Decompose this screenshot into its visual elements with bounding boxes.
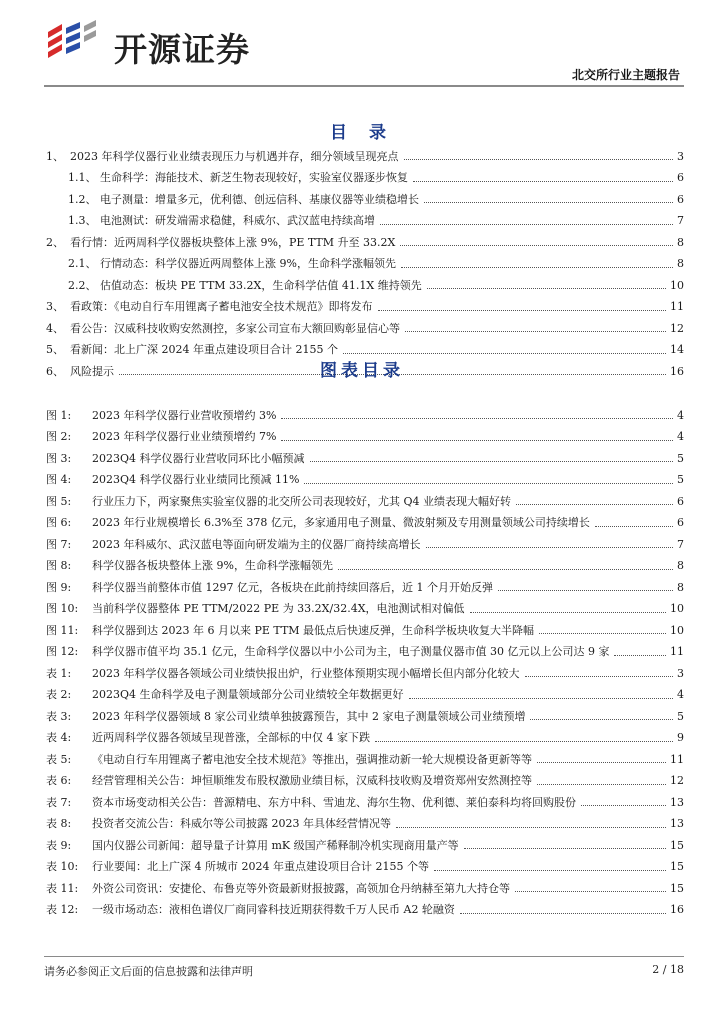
dot-leader	[424, 202, 673, 203]
figure-entry[interactable]	[46, 491, 684, 513]
table-entry[interactable]	[46, 857, 684, 879]
figure-entry-text: 科学仪器各板块整体上涨 9%，生命科学涨幅领先	[92, 559, 333, 573]
figure-entry-number: 图 7:	[46, 537, 72, 551]
toc-entry-label	[46, 172, 411, 184]
table-entry-label	[46, 668, 523, 680]
toc-entry-number: 1.3、	[68, 214, 97, 228]
table-entry-number: 表 5:	[46, 752, 72, 766]
toc-entry-text: 行情动态：科学仪器近两周整体上涨 9%，生命科学涨幅领先	[100, 257, 396, 271]
table-entry-page: 9	[677, 731, 684, 745]
dot-leader	[378, 310, 667, 311]
table-entry[interactable]	[46, 792, 684, 814]
dot-leader	[427, 288, 666, 289]
figure-entry[interactable]	[46, 577, 684, 599]
figure-entry[interactable]	[46, 405, 684, 427]
dot-leader	[405, 331, 666, 332]
table-entry-page: 13	[670, 817, 684, 831]
toc-entry-text: 看新闻：北上广深 2024 年重点建设项目合计 2155 个	[70, 343, 338, 357]
toc-entry-page: 8	[677, 235, 684, 249]
brand-name: 开源证券	[114, 30, 250, 69]
dot-leader	[595, 526, 673, 527]
table-entry-label	[46, 904, 458, 916]
figure-entry-text: 当前科学仪器整体 PE TTM/2022 PE 为 33.2X/32.4X，电池测试相对偏低	[92, 602, 465, 616]
figures-title: 图表目录	[320, 361, 404, 381]
toc-entry-number: 5、	[46, 343, 64, 357]
figure-entry[interactable]	[46, 427, 684, 449]
table-entry[interactable]	[46, 900, 684, 922]
toc-entry-number: 1.1、	[68, 171, 97, 185]
table-entry-label	[46, 797, 579, 809]
table-entry-text: 投资者交流公告：科威尔等公司披露 2023 年具体经营情况等	[92, 817, 391, 831]
table-entry-number: 表 2:	[46, 688, 72, 702]
toc-entry-label	[46, 258, 399, 270]
figure-entry-number: 图 9:	[46, 580, 72, 594]
figure-entry-number: 图 3:	[46, 451, 72, 465]
table-entry-label	[46, 754, 535, 766]
toc-entry-label	[46, 344, 341, 356]
dot-leader	[409, 698, 673, 699]
dot-leader	[498, 590, 673, 591]
figures-list	[46, 405, 684, 663]
toc-entry-label	[46, 323, 403, 335]
figure-entry-text: 科学仪器当前整体市值 1297 亿元，各板块在此前持续回落后，近 1 个月开始反弹	[92, 580, 493, 594]
table-entry-page: 15	[670, 881, 684, 895]
table-entry[interactable]	[46, 814, 684, 836]
footer-disclaimer: 请务必参阅正文后面的信息披露和法律声明	[44, 965, 253, 978]
figure-entry-text: 科学仪器市值平均 35.1 亿元，生命科学仪器以中小公司为主，电子测量仪器市值 30 亿元以上公司达 9 家	[92, 645, 610, 659]
table-entry-text: 2023 年科学仪器各领域公司业绩快报出炉，行业整体预期实现小幅增长但内部分化较大	[92, 666, 520, 680]
toc-entry-page: 12	[670, 321, 684, 335]
figure-entry-page: 11	[670, 645, 684, 659]
table-entry-text: 一级市场动态：液相色谱仪厂商同睿科技近期获得数千万人民币 A2 轮融资	[92, 903, 455, 917]
toc-entry[interactable]	[46, 297, 684, 319]
page-indicator: 2 / 18	[652, 963, 684, 976]
dot-leader	[537, 784, 666, 785]
figure-entry[interactable]	[46, 470, 684, 492]
table-entry-number: 表 8:	[46, 817, 72, 831]
table-entry-number: 表 9:	[46, 838, 72, 852]
figure-entry-label	[46, 603, 468, 615]
table-entry-number: 表 6:	[46, 774, 72, 788]
toc-entry-label	[46, 237, 398, 249]
table-entry-text: 外资公司资讯：安捷伦、布鲁克等外资最新财报披露，高领加仓丹纳赫至第九大持仓等	[92, 881, 510, 895]
toc-title: 目 录	[330, 123, 394, 143]
dot-leader	[470, 612, 666, 613]
figure-entry-number: 图 2:	[46, 430, 72, 444]
table-entry-text: 2023 年科学仪器领域 8 家公司业绩单独披露预告，其中 2 家电子测量领域公司业绩预增	[92, 709, 526, 723]
toc-entry-number: 1、	[46, 149, 64, 163]
table-entry-label	[46, 840, 462, 852]
dot-leader	[404, 159, 674, 160]
table-entry-page: 12	[670, 774, 684, 788]
toc-entry[interactable]	[46, 318, 684, 340]
dot-leader	[380, 224, 673, 225]
figure-entry-text: 2023 年行业规模增长 6.3%至 378 亿元，多家通用电子测量、微波射频及专用测量领域公司持续增长	[92, 516, 590, 530]
figure-entry-page: 5	[677, 451, 684, 465]
toc-entry[interactable]	[46, 211, 684, 233]
figure-entry-text: 2023Q4 科学仪器行业营收同环比小幅预减	[92, 451, 305, 465]
dot-leader	[281, 440, 673, 441]
toc-entry-number: 6、	[46, 364, 64, 378]
table-entry-page: 13	[670, 795, 684, 809]
toc-entry-label	[46, 151, 402, 163]
table-entry[interactable]	[46, 835, 684, 857]
table-entry-text: 近两周科学仪器各领域呈现普涨，全部标的中仅 4 家下跌	[92, 731, 370, 745]
toc-list	[46, 146, 684, 383]
toc-entry-number: 1.2、	[68, 192, 97, 206]
dot-leader	[304, 483, 673, 484]
table-entry-label	[46, 775, 535, 787]
figure-entry-page: 5	[677, 473, 684, 487]
dot-leader	[413, 181, 673, 182]
table-entry-label	[46, 689, 407, 701]
toc-entry[interactable]	[46, 232, 684, 254]
toc-entry-page: 6	[677, 171, 684, 185]
figure-entry-number: 图 10:	[46, 602, 79, 616]
dot-leader	[614, 655, 666, 656]
figure-entry-page: 6	[677, 494, 684, 508]
table-entry-number: 表 3:	[46, 709, 72, 723]
figure-entry-number: 图 4:	[46, 473, 72, 487]
toc-entry[interactable]	[46, 189, 684, 211]
toc-entry-page: 6	[677, 192, 684, 206]
toc-entry-number: 2.1、	[68, 257, 97, 271]
dot-leader	[464, 848, 666, 849]
table-entry-number: 表 1:	[46, 666, 72, 680]
report-type-label: 北交所行业主题报告	[571, 68, 680, 82]
dot-leader	[530, 719, 673, 720]
figure-entry-number: 图 11:	[46, 623, 79, 637]
figure-entry[interactable]	[46, 513, 684, 535]
footer-divider	[44, 956, 684, 957]
dot-leader	[426, 547, 674, 548]
toc-entry-label	[46, 215, 378, 227]
table-entry-number: 表 10:	[46, 860, 79, 874]
figure-entry-text: 科学仪器到达 2023 年 6 月以来 PE TTM 最低点后快速反弹，生命科学板块收复大半降幅	[92, 623, 535, 637]
table-entry-label	[46, 732, 373, 744]
figure-entry-text: 2023 年科学仪器行业营收预增约 3%	[92, 408, 277, 422]
toc-entry-page: 7	[677, 214, 684, 228]
toc-entry-text: 看行情：近两周科学仪器板块整体上涨 9%，PE TTM 升至 33.2X	[70, 235, 396, 249]
figure-entry-label	[46, 560, 336, 572]
figure-entry-label	[46, 474, 302, 486]
table-entry-page: 4	[677, 688, 684, 702]
figure-entry-text: 行业压力下，两家聚焦实验室仪器的北交所公司表现较好，尤其 Q4 业绩表现大幅好转	[92, 494, 512, 508]
dot-leader	[338, 569, 673, 570]
table-entry-text: 行业要闻：北上广深 4 所城市 2024 年重点建设项目合计 2155 个等	[92, 860, 429, 874]
toc-entry-text: 电子测量：增量多元，优利德、创远信科、基康仪器等业绩稳增长	[100, 192, 419, 206]
toc-entry[interactable]	[46, 254, 684, 276]
table-entry[interactable]	[46, 728, 684, 750]
toc-entry-text: 看政策：《电动自行车用锂离子蓄电池安全技术规范》即将发布	[70, 300, 373, 314]
figure-entry[interactable]	[46, 620, 684, 642]
table-entry-number: 表 7:	[46, 795, 72, 809]
figure-entry[interactable]	[46, 556, 684, 578]
figure-entry-label	[46, 410, 279, 422]
figure-entry-label	[46, 539, 424, 551]
toc-entry-text: 2023 年科学仪器行业业绩表现压力与机遇并存，细分领域呈现亮点	[70, 149, 399, 163]
table-entry-text: 经营管理相关公告：坤恒顺维发布股权激励业绩目标，汉威科技收购及增资郑州安然测控等	[92, 774, 532, 788]
table-entry-label	[46, 818, 394, 830]
toc-entry[interactable]	[46, 168, 684, 190]
dot-leader	[396, 827, 666, 828]
toc-entry-text: 看公告：汉威科技收购安然测控，多家公司宣布大额回购彰显信心等	[70, 321, 400, 335]
figure-entry-label	[46, 431, 279, 443]
table-entry[interactable]	[46, 685, 684, 707]
figure-entry-label	[46, 453, 308, 465]
table-entry-text: 《电动自行车用锂离子蓄电池安全技术规范》等推出，强调推动新一轮大规模设备更新等等	[92, 752, 532, 766]
figure-entry-page: 10	[670, 602, 684, 616]
figure-entry-page: 10	[670, 623, 684, 637]
table-entry[interactable]	[46, 771, 684, 793]
table-entry-page: 15	[670, 860, 684, 874]
header-divider	[44, 85, 684, 87]
table-entry-text: 资本市场变动相关公告：普源精电、东方中科、雪迪龙、海尔生物、优利德、莱伯泰科均将回购股份	[92, 795, 576, 809]
figure-entry[interactable]	[46, 534, 684, 556]
figure-entry[interactable]	[46, 448, 684, 470]
table-entry-number: 表 12:	[46, 903, 79, 917]
toc-entry-text: 生命科学：海能技术、新芝生物表现较好，实验室仪器逐步恢复	[100, 171, 408, 185]
figure-entry-label	[46, 582, 496, 594]
toc-entry-label	[46, 194, 422, 206]
toc-entry-text: 估值动态：板块 PE TTM 33.2X，生命科学估值 41.1X 维持领先	[100, 278, 422, 292]
figure-entry-page: 4	[677, 430, 684, 444]
toc-entry-number: 4、	[46, 321, 64, 335]
figure-entry-page: 4	[677, 408, 684, 422]
figure-entry-page: 8	[677, 559, 684, 573]
toc-entry-page: 14	[670, 343, 684, 357]
figure-entry-page: 7	[677, 537, 684, 551]
table-entry-number: 表 11:	[46, 881, 79, 895]
toc-entry[interactable]	[46, 275, 684, 297]
dot-leader	[516, 504, 673, 505]
dot-leader	[581, 805, 666, 806]
dot-leader	[401, 267, 673, 268]
figure-entry-page: 8	[677, 580, 684, 594]
toc-entry-number: 2.2、	[68, 278, 97, 292]
dot-leader	[400, 245, 673, 246]
dot-leader	[539, 633, 666, 634]
table-entry-page: 16	[670, 903, 684, 917]
figure-entry[interactable]	[46, 642, 684, 664]
table-entry-text: 2023Q4 生命科学及电子测量领域部分公司业绩较全年数据更好	[92, 688, 404, 702]
table-entry[interactable]	[46, 706, 684, 728]
figure-entry-number: 图 6:	[46, 516, 72, 530]
figure-entry-text: 2023 年科学仪器行业业绩预增约 7%	[92, 430, 277, 444]
dot-leader	[343, 353, 666, 354]
figure-entry[interactable]	[46, 599, 684, 621]
toc-entry-text: 电池测试：研发端需求稳健，科威尔、武汉蓝电持续高增	[100, 214, 375, 228]
toc-entry-page: 3	[677, 149, 684, 163]
dot-leader	[537, 762, 666, 763]
figure-entry-number: 图 12:	[46, 645, 79, 659]
dot-leader	[525, 676, 674, 677]
table-entry-label	[46, 711, 528, 723]
toc-entry-text: 风险提示	[70, 364, 114, 378]
table-entry-page: 15	[670, 838, 684, 852]
table-entry-label	[46, 883, 513, 895]
dot-leader	[310, 461, 673, 462]
table-entry[interactable]	[46, 749, 684, 771]
table-entry[interactable]	[46, 663, 684, 685]
figure-entry-label	[46, 517, 593, 529]
figure-entry-label	[46, 646, 612, 658]
table-entry-page: 5	[677, 709, 684, 723]
figure-entry-number: 图 8:	[46, 559, 72, 573]
dot-leader	[460, 913, 666, 914]
toc-entry-page: 16	[670, 364, 684, 378]
figure-entry-label	[46, 625, 537, 637]
dot-leader	[281, 418, 673, 419]
toc-entry-number: 3、	[46, 300, 64, 314]
toc-entry[interactable]	[46, 146, 684, 168]
toc-entry-page: 11	[670, 300, 684, 314]
table-entry-page: 3	[677, 666, 684, 680]
figure-entry-number: 图 1:	[46, 408, 72, 422]
tables-list	[46, 663, 684, 921]
table-entry-number: 表 4:	[46, 731, 72, 745]
toc-entry-label	[46, 301, 376, 313]
table-entry-text: 国内仪器公司新闻：超导量子计算用 mK 级国产稀释制冷机实现商用量产等	[92, 838, 459, 852]
brand-logo-icon	[44, 20, 108, 64]
toc-entry-page: 8	[677, 257, 684, 271]
table-entry-page: 11	[670, 752, 684, 766]
figure-entry-label	[46, 496, 514, 508]
toc-entry-number: 2、	[46, 235, 64, 249]
figure-entry-text: 2023Q4 科学仪器行业业绩同比预减 11%	[92, 473, 300, 487]
figure-entry-number: 图 5:	[46, 494, 72, 508]
figure-entry-text: 2023 年科威尔、武汉蓝电等面向研发端为主的仪器厂商持续高增长	[92, 537, 421, 551]
dot-leader	[375, 741, 673, 742]
toc-entry-page: 10	[670, 278, 684, 292]
figure-entry-page: 6	[677, 516, 684, 530]
table-entry-label	[46, 861, 432, 873]
page-header	[44, 18, 684, 82]
dot-leader	[515, 891, 666, 892]
table-entry[interactable]	[46, 878, 684, 900]
dot-leader	[434, 870, 666, 871]
toc-entry-label	[46, 280, 425, 292]
